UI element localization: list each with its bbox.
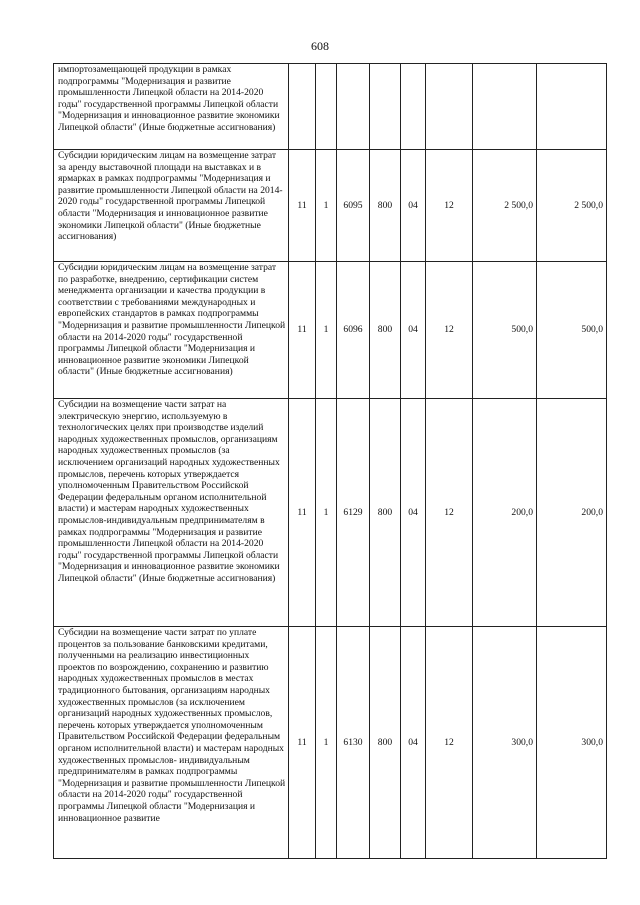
cell-code-2: 1 <box>316 627 337 859</box>
cell-amount-1: 500,0 <box>473 262 537 399</box>
cell-amount-2: 200,0 <box>537 399 607 627</box>
row-description: Субсидии юридическим лицам на возмещение затрат за аренду выставочной площади на выставках и в ярмарках в рамках подпрограммы "Модернизация и развитие промышленности Липецкой области на 2014-2020 годы" государственной программы Липецкой области "Модернизация и инновационное развитие экономики Липецкой области" (Иные бюджетные ассигнования) <box>54 150 289 262</box>
cell-amount-1: 2 500,0 <box>473 150 537 262</box>
page-number: 608 <box>311 39 329 53</box>
cell-amount-2: 300,0 <box>537 627 607 859</box>
table-row <box>54 150 607 262</box>
table-row <box>54 399 607 627</box>
cell-code-1 <box>289 64 316 150</box>
cell-code-2: 1 <box>316 399 337 627</box>
cell-code-5: 04 <box>401 262 426 399</box>
cell-code-4: 800 <box>370 399 401 627</box>
cell-amount-1: 200,0 <box>473 399 537 627</box>
cell-amount-1 <box>473 64 537 150</box>
cell-code-6: 12 <box>426 262 473 399</box>
cell-code-5: 04 <box>401 627 426 859</box>
cell-code-2 <box>316 64 337 150</box>
cell-amount-2 <box>537 64 607 150</box>
cell-code-2: 1 <box>316 150 337 262</box>
table-row <box>54 64 607 150</box>
table-row <box>54 262 607 399</box>
cell-code-1: 11 <box>289 399 316 627</box>
row-description: Субсидии на возмещение части затрат по уплате процентов за пользование банковскими кредитами, полученными на реализацию инвестиционных проектов по возрождению, сохранению и развитию народных художественных промыслов в местах традиционного бытования, организациям народных художественных промыслов (за исключением организаций народных художественных промыслов, перечень которых утверждается уполномоченным Правительством Российской Федерации федеральным органом исполнительной власти) и мастерам народных художественных промыслов- индивидуальным предпринимателям в рамках подпрограммы "Модернизация и развитие промышленности Липецкой области на 2014-2020 годы" государственной программы Липецкой области "Модернизация и инновационное развитие <box>54 627 289 859</box>
cell-code-6: 12 <box>426 627 473 859</box>
cell-code-4 <box>370 64 401 150</box>
cell-amount-1: 300,0 <box>473 627 537 859</box>
cell-code-4: 800 <box>370 262 401 399</box>
cell-code-5 <box>401 64 426 150</box>
cell-code-3: 6129 <box>337 399 370 627</box>
budget-table <box>53 63 607 859</box>
cell-code-4: 800 <box>370 150 401 262</box>
cell-amount-2: 500,0 <box>537 262 607 399</box>
cell-code-3: 6095 <box>337 150 370 262</box>
cell-code-3: 6096 <box>337 262 370 399</box>
cell-code-6: 12 <box>426 150 473 262</box>
cell-code-3 <box>337 64 370 150</box>
cell-code-1: 11 <box>289 150 316 262</box>
row-description: импортозамещающей продукции в рамках подпрограммы "Модернизация и развитие промышленности Липецкой области на 2014-2020 годы" государственной программы Липецкой области "Модернизация и инновационное развитие экономики Липецкой области" (Иные бюджетные ассигнования) <box>54 64 289 150</box>
cell-code-3: 6130 <box>337 627 370 859</box>
cell-code-5: 04 <box>401 399 426 627</box>
cell-code-1: 11 <box>289 262 316 399</box>
row-description: Субсидии юридическим лицам на возмещение затрат по разработке, внедрению, сертификации систем менеджмента организации и качества продукции в соответствии с требованиями международных и европейских стандартов в рамках подпрограммы "Модернизация и развитие промышленности Липецкой области на 2014-2020 годы" государственной программы Липецкой области "Модернизация и инновационное развитие экономики Липецкой области" (Иные бюджетные ассигнования) <box>54 262 289 399</box>
row-description: Субсидии на возмещение части затрат на электрическую энергию, используемую в технологических целях при производстве изделий народных художественных промыслов, организациям народных художественных промыслов (за исключением организаций народных художественных промыслов, перечень которых утверждается уполномоченным Правительством Российской Федерации федеральным органом исполнительной власти) и мастерам народных художественных промыслов-индивидуальным предпринимателям в рамках подпрограммы "Модернизация и развитие промышленности Липецкой области на 2014-2020 годы" государственной программы Липецкой области "Модернизация и инновационное развитие экономики Липецкой области" (Иные бюджетные ассигнования) <box>54 399 289 627</box>
cell-code-4: 800 <box>370 627 401 859</box>
table-row <box>54 627 607 859</box>
cell-amount-2: 2 500,0 <box>537 150 607 262</box>
cell-code-6: 12 <box>426 399 473 627</box>
cell-code-1: 11 <box>289 627 316 859</box>
cell-code-6 <box>426 64 473 150</box>
cell-code-2: 1 <box>316 262 337 399</box>
cell-code-5: 04 <box>401 150 426 262</box>
